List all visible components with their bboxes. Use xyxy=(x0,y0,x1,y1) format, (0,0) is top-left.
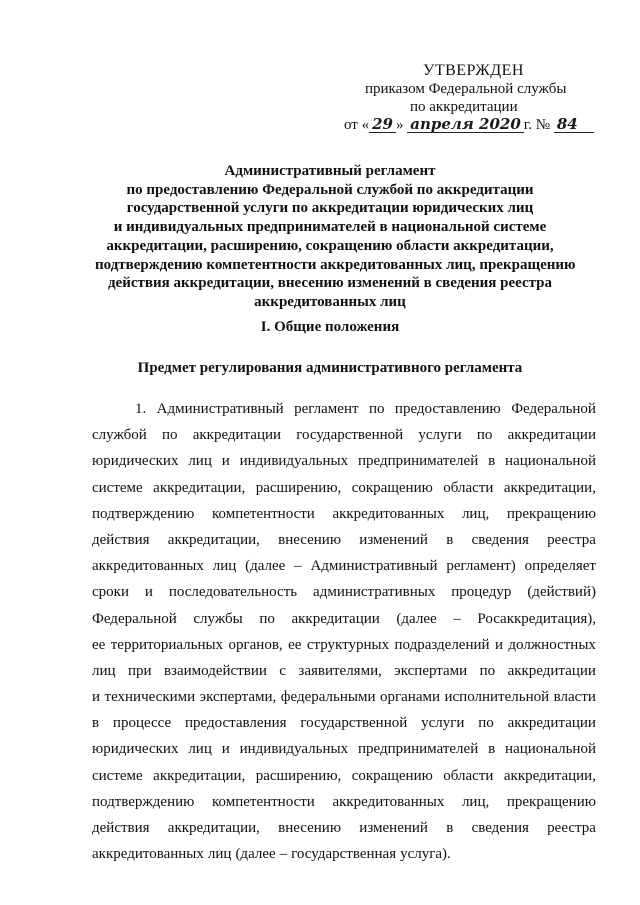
word: при xyxy=(127,662,152,679)
word: сведения xyxy=(471,531,529,548)
title-line: Административный регламент xyxy=(224,163,436,179)
word: индивидуальных xyxy=(239,453,349,470)
word: изменений xyxy=(359,531,428,548)
word: аккредитации xyxy=(507,715,596,732)
title-line: аккредитованных лиц xyxy=(254,293,406,310)
subsection-heading: Предмет регулирования административного регламента xyxy=(137,360,523,376)
word: юридических xyxy=(92,453,179,470)
word: власти xyxy=(553,689,596,706)
word: Федеральной xyxy=(92,610,177,627)
word: сведения xyxy=(471,820,529,836)
word: аккредитации xyxy=(291,610,380,627)
word: прекращению xyxy=(506,793,596,810)
word: по xyxy=(368,401,385,417)
word: национальной xyxy=(505,453,596,470)
word: государственной xyxy=(296,427,404,444)
word: и xyxy=(494,636,503,653)
word: органами xyxy=(380,689,441,706)
paragraph-1 xyxy=(92,396,596,867)
word: процессе xyxy=(112,715,172,732)
word: изменений xyxy=(359,820,428,836)
word: административных xyxy=(313,584,436,601)
approval-block xyxy=(330,62,590,134)
word: государственной xyxy=(300,715,408,732)
approval-date-line xyxy=(330,116,590,134)
word: ее xyxy=(92,636,106,653)
word: лиц, xyxy=(461,793,490,810)
word: регламент) xyxy=(446,558,516,575)
paragraph-line xyxy=(92,841,596,867)
title-line: государственной услуги по аккредитации юридических лиц xyxy=(126,200,534,217)
word: и xyxy=(144,584,153,601)
paragraph-line xyxy=(92,710,596,736)
word: в xyxy=(446,531,454,548)
handwritten-day: 29 xyxy=(369,116,396,133)
word: сокращению xyxy=(351,767,433,784)
word: Росаккредитация), xyxy=(477,610,596,627)
word: Федеральной xyxy=(511,401,596,417)
paragraph-line xyxy=(92,579,596,605)
word: по xyxy=(476,427,493,444)
word: (действий) xyxy=(527,584,596,601)
word: лиц xyxy=(188,741,212,758)
word: сокращению xyxy=(351,479,433,496)
year-suffix: г. № xyxy=(523,117,551,133)
title-line: подтверждению компетентности аккредитованных лиц, прекращению xyxy=(95,256,576,273)
word: лиц, xyxy=(461,505,490,522)
word: исполнительной xyxy=(444,689,550,706)
paragraph-line xyxy=(92,684,596,710)
paragraph-line xyxy=(92,501,596,527)
word: последовательность xyxy=(168,584,298,601)
word: лиц xyxy=(188,453,212,470)
word: – xyxy=(279,846,288,863)
word: в xyxy=(446,820,454,836)
word: заявителями, xyxy=(298,662,382,679)
word: в xyxy=(488,741,496,758)
date-mid: » xyxy=(395,117,408,133)
word: аккредитованных xyxy=(92,846,204,863)
word: индивидуальных xyxy=(239,741,349,758)
word: службы xyxy=(193,610,243,627)
word: аккредитации, xyxy=(153,767,246,784)
document-title xyxy=(95,162,576,312)
word: определяет xyxy=(524,558,596,575)
word: компетентности xyxy=(211,793,315,810)
word: (далее xyxy=(245,558,286,575)
word: аккредитованных xyxy=(92,558,204,575)
word: – xyxy=(453,610,461,627)
handwritten-month-year: апреля 2020 xyxy=(407,116,524,133)
word: лиц xyxy=(212,558,237,575)
word: прекращению xyxy=(506,505,596,522)
word: органов, xyxy=(228,636,283,653)
word: государственная xyxy=(291,846,397,863)
word: аккредитации, xyxy=(167,820,260,836)
word: ее xyxy=(288,636,302,653)
word: Административный xyxy=(156,401,284,417)
word: в xyxy=(92,715,100,732)
word: предоставлению xyxy=(394,401,501,417)
word: экспертами xyxy=(394,662,468,679)
word: реестра xyxy=(547,820,596,836)
title-line: действия аккредитации, внесению изменений в сведения реестра xyxy=(107,275,553,292)
word: подразделений xyxy=(394,636,490,653)
word: по xyxy=(479,662,496,679)
word: подтверждению xyxy=(92,505,195,522)
word: внесению xyxy=(278,820,342,836)
word: услуги xyxy=(421,715,465,732)
paragraph-line xyxy=(92,527,596,553)
paragraph-line xyxy=(92,475,596,501)
word: аккредитации, xyxy=(503,767,596,784)
word: и xyxy=(92,689,101,706)
word: системе xyxy=(92,479,143,496)
paragraph-line xyxy=(92,789,596,815)
word: национальной xyxy=(505,741,596,758)
word: аккредитованных xyxy=(332,793,445,810)
word: по xyxy=(478,715,494,732)
word: предоставления xyxy=(185,715,287,732)
paragraph-line xyxy=(92,658,596,684)
word: расширению, xyxy=(255,767,342,784)
word: территориальных xyxy=(110,636,224,653)
word: аккредитации xyxy=(507,427,596,444)
word: действия xyxy=(92,820,150,836)
word: компетентности xyxy=(211,505,315,522)
word: области xyxy=(443,479,494,496)
word: внесению xyxy=(278,531,342,548)
word: федеральными xyxy=(280,689,376,706)
word: аккредитации, xyxy=(503,479,596,496)
word: и xyxy=(221,453,230,470)
word: лиц xyxy=(207,846,232,863)
word: реестра xyxy=(547,531,596,548)
word: услуги xyxy=(418,427,462,444)
word: 1. xyxy=(135,401,147,417)
word: аккредитации, xyxy=(153,479,246,496)
word: в xyxy=(488,453,496,470)
approval-authority-cont: по аккредитации xyxy=(410,99,518,115)
paragraph-line xyxy=(92,763,596,789)
word: (далее xyxy=(396,610,437,627)
word: аккредитации, xyxy=(167,531,260,548)
paragraph-line xyxy=(92,553,596,579)
word: – xyxy=(294,558,302,575)
word: юридических xyxy=(92,741,179,758)
date-prefix: от « xyxy=(344,117,370,133)
paragraph-line xyxy=(92,448,596,474)
word: регламент xyxy=(294,401,359,417)
paragraph-line xyxy=(92,815,596,841)
word: экспертами, xyxy=(199,689,277,706)
word: аккредитованных xyxy=(332,505,445,522)
word: услуга). xyxy=(400,846,451,863)
paragraph-line xyxy=(92,422,596,448)
word: должностных xyxy=(508,636,596,653)
approval-stamp: УТВЕРЖДЕН xyxy=(423,62,524,79)
title-line: и индивидуальных предпринимателей в национальной системе xyxy=(113,219,547,236)
word: структурных xyxy=(306,636,390,653)
word: расширению, xyxy=(255,479,342,496)
word: области xyxy=(443,767,494,784)
word: (далее xyxy=(235,846,276,863)
word: подтверждению xyxy=(92,793,195,810)
word: по xyxy=(259,610,275,627)
paragraph-line xyxy=(92,606,596,632)
word: аккредитации xyxy=(192,427,282,444)
paragraph-line xyxy=(92,736,596,762)
word: предпринимателей xyxy=(357,741,479,758)
title-line: аккредитации, расширению, сокращению области аккредитации, xyxy=(106,237,554,254)
word: службой xyxy=(92,427,147,444)
section-heading: I. Общие положения xyxy=(260,319,400,335)
word: Административный xyxy=(310,558,438,575)
word: предпринимателей xyxy=(357,453,479,470)
paragraph-line xyxy=(92,632,596,658)
word: действия xyxy=(92,531,150,548)
word: по xyxy=(161,427,178,444)
word: с xyxy=(279,662,286,679)
word: лиц xyxy=(92,662,116,679)
paragraph-line xyxy=(92,396,596,422)
word: системе xyxy=(92,767,143,784)
word: сроки xyxy=(92,584,129,601)
word: процедур xyxy=(451,584,512,601)
word: аккредитации xyxy=(507,662,596,679)
word: техническими xyxy=(104,689,196,706)
word: взаимодействии xyxy=(163,662,267,679)
handwritten-order-number: 84 xyxy=(554,116,594,133)
approval-authority: приказом Федеральной службы xyxy=(365,81,567,97)
word: и xyxy=(221,741,230,758)
title-line: по предоставлению Федеральной службой по аккредитации xyxy=(126,181,534,198)
